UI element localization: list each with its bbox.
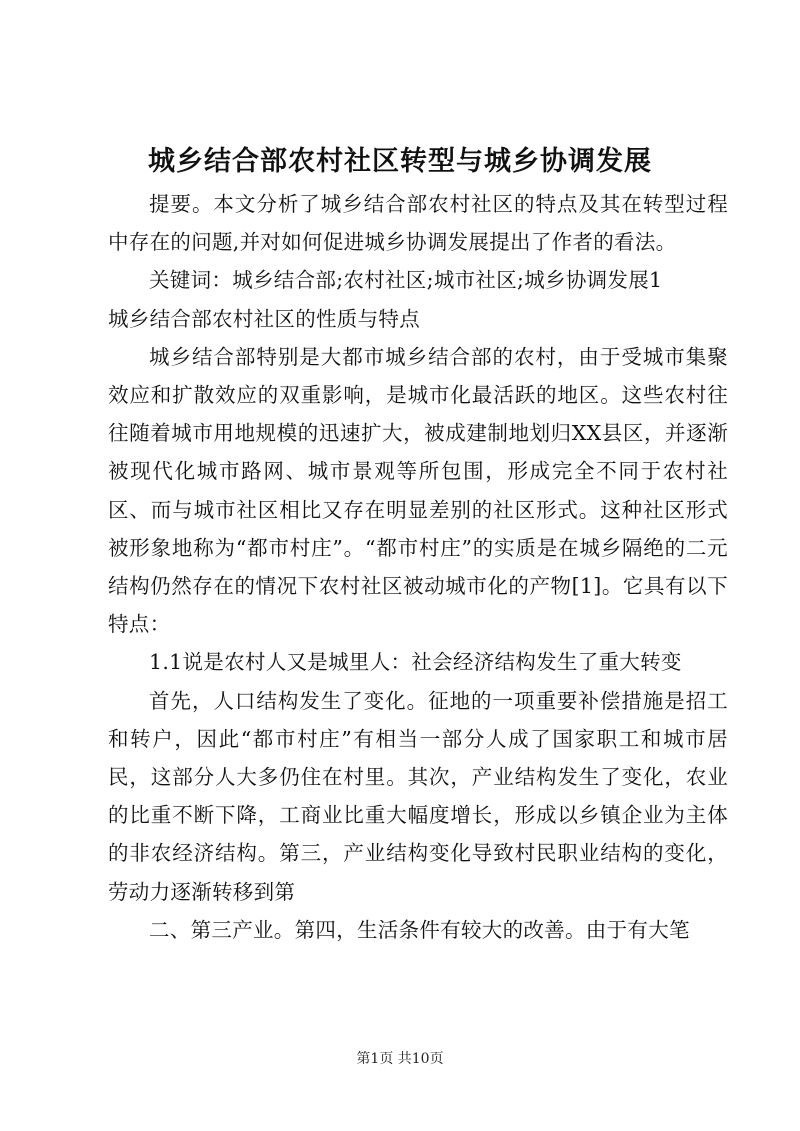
subsection-heading: 1.1说是农村人又是城里人：社会经济结构发生了重大转变 (149, 650, 682, 675)
document-title: 城乡结合部农村社区转型与城乡协调发展 (148, 146, 652, 177)
document-body (108, 185, 728, 949)
body-paragraph: 二、第三产业。第四，生活条件有较大的改善。由于有大笔 (149, 917, 690, 942)
keywords-paragraph: 关键词：城乡结合部;农村社区;城市社区;城乡协调发展1 (149, 268, 663, 293)
section-heading: 城乡结合部农村社区的性质与特点 (108, 306, 420, 331)
body-paragraph: 首先，人口结构发生了变化。征地的一项重要补偿措施是招工和转户，因此“都市村庄”有相当一部分人成了国家职工和城市居民，这部分人大多仍住在村里。其次，产业结构发生了变化，农业的比重不断下降，工商业比重大幅度增长，形成以乡镇企业为主体的非农经济结构。第三，产业结构变化导致村民职业结构的变化，劳动力逐渐转移到第 (108, 688, 728, 904)
abstract-paragraph: 提要。本文分析了城乡结合部农村社区的特点及其在转型过程中存在的问题,并对如何促进城乡协调发展提出了作者的看法。 (108, 192, 728, 255)
body-paragraph: 城乡结合部特别是大都市城乡结合部的农村，由于受城市集聚效应和扩散效应的双重影响，是城市化最活跃的地区。这些农村往往随着城市用地规模的迅速扩大，被成建制地划归XX县区，并逐渐被现代化城市路网、城市景观等所包围，形成完全不同于农村社区、而与城市社区相比又存在明显差别的社区形式。这种社区形式被形象地称为“都市村庄”。“都市村庄”的实质是在城乡隔绝的二元结构仍然存在的情况下农村社区被动城市化的产物[1]。它具有以下特点： (108, 344, 728, 637)
page-number-footer: 第1页 共10页 (356, 1051, 444, 1067)
